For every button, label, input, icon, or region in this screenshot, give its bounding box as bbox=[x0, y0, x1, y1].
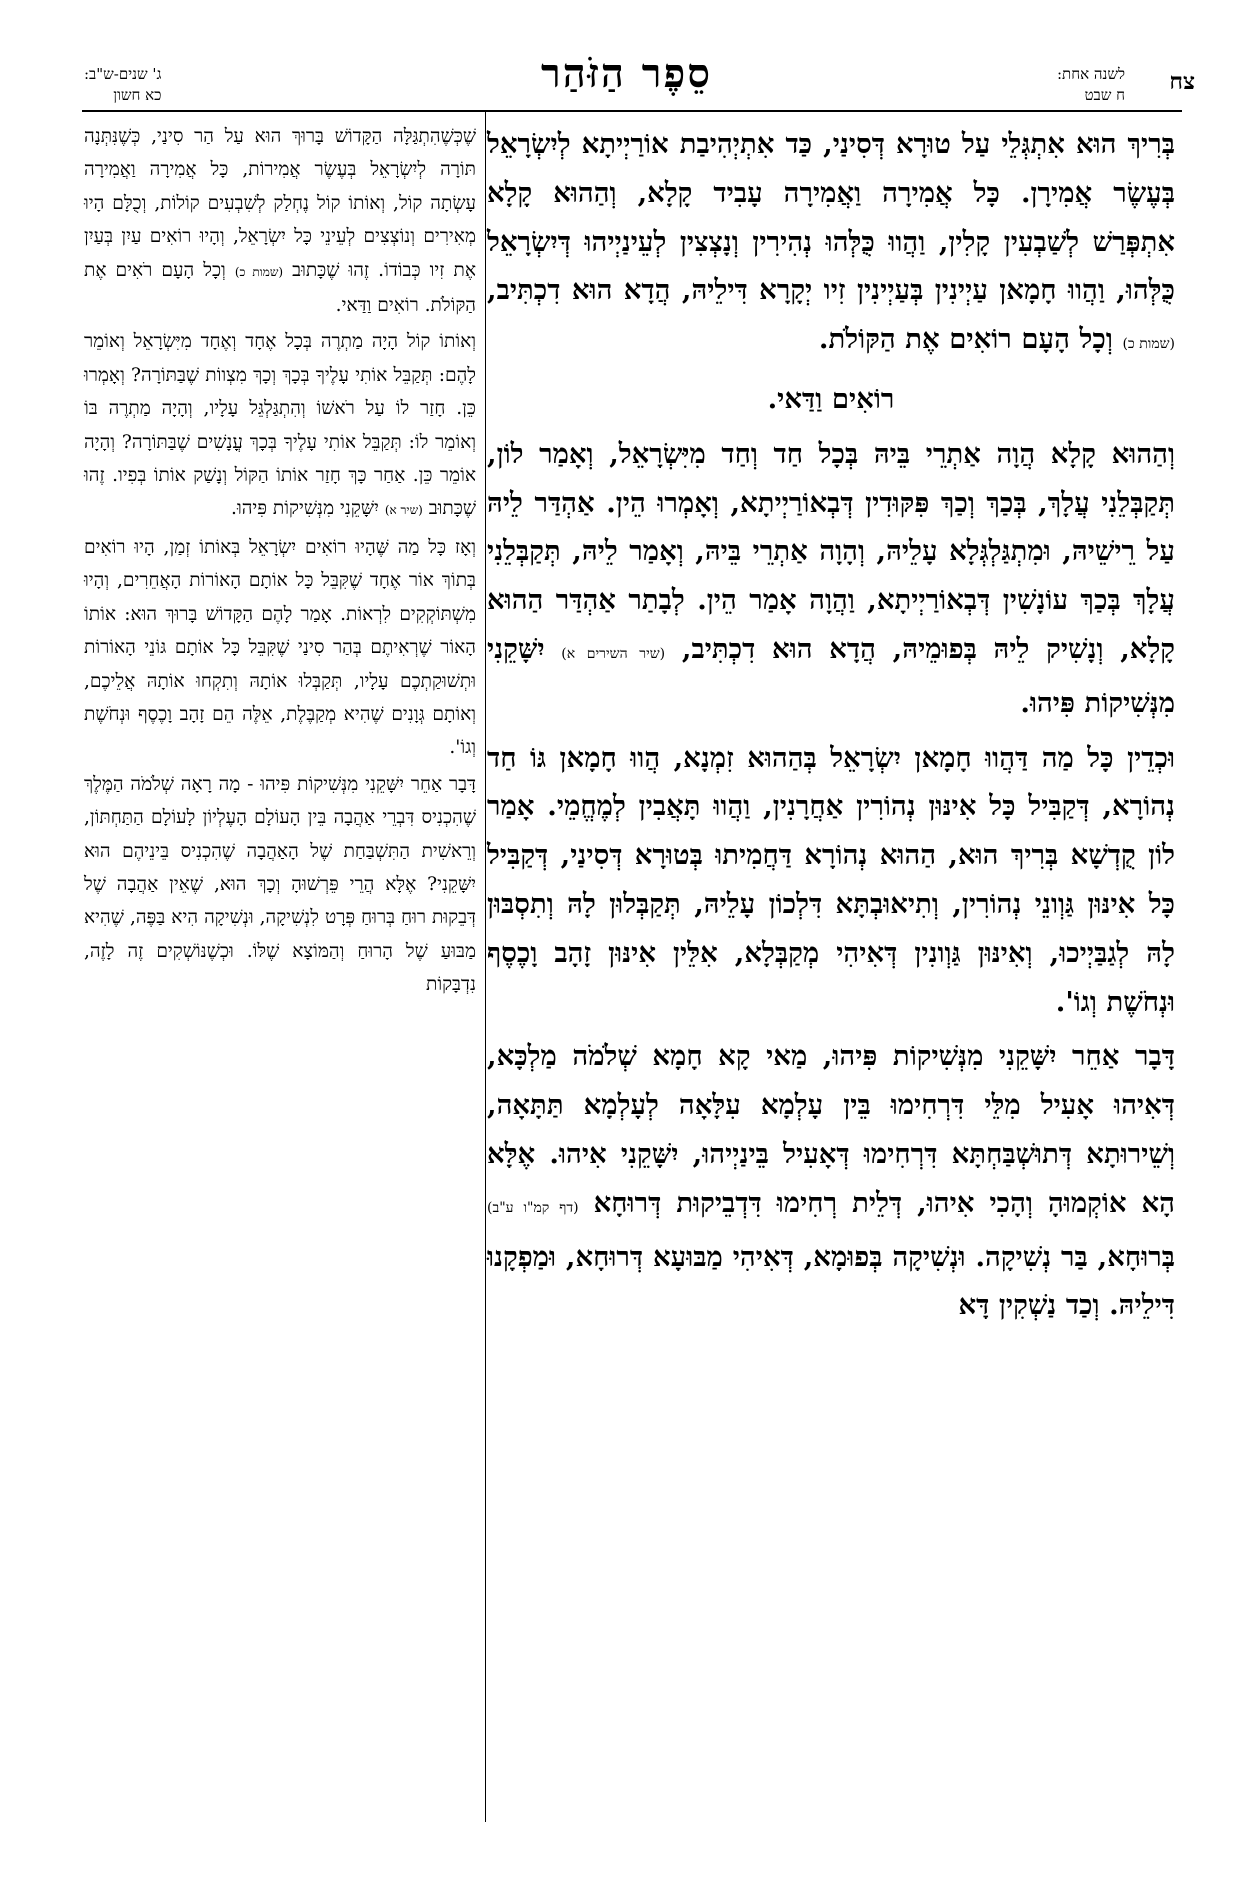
verse-citation: (שמות כ) bbox=[234, 264, 284, 279]
main-text-column bbox=[487, 120, 1175, 1336]
main-paragraph bbox=[487, 1032, 1175, 1330]
paragraph-text: דָּבָר אַחֵר יִשָּׁקֵנִי מִנְּשִׁיקוֹת פִּיהוּ - מָה רָאָה שְׁלֹמֹה הַמֶּלֶךְ שֶׁהִכְנִיס דִּבְרֵי אַהֲבָה בֵּין הָעוֹלָם הָעֶלְיוֹן לָעוֹלָם הַתַּחְתּוֹן, וְרֵאשִׁית הַתִּשְׁבַּחַת שֶׁל הָאַהֲבָה שֶׁהִכְנִיס בֵּינֵיהֶם הוּא יִשָּׁקֵנִי? אֶלָּא הֲרֵי פֵּרְשׁוּהָ וְכָךְ הוּא, שֶׁאֵין אַהֲבָה שֶׁל דְּבֵקוּת רוּחַ בְּרוּחַ פְּרָט לִנְשִׁיקָה, וּנְשִׁיקָה הִיא בַּפֶּה, שֶׁהִיא מַבּוּעַ שֶׁל הָרוּחַ וְהַמּוֹצָא שֶׁלּוֹ. וּכְשֶׁנּוֹשְׁקִים זֶה לָזֶה, נִדְבָּקוֹת bbox=[84, 773, 476, 996]
paragraph-text: בְּרִיךְ הוּא אִתְגְּלֵי עַל טוּרָא דְּסִינַי, כַּד אִתְיְהִיבַת אוֹרַיְיתָא לְיִשְׂרָאֵל בְּעֶשֶׂר אֲמִירָן. כָּל אֲמִירָה וַאֲמִירָה עָבִיד קָלָא, וְהַהוּא קָלָא אִתְפְּרַשׁ לְשַׁבְעִין קָלִין, וַהֲווּ כֻּלְּהוּ נְהִירִין וְנָצְצִין לְעֵינַיְיהוּ דְּיִשְׂרָאֵל כֻּלְּהוּ, וַהֲווּ חָמָאן עַיְינִין בְּעַיְינִין זִיו יְקָרָא דִּילֵיהּ, הֲדָא הוּא דִכְתִּיב, bbox=[487, 128, 1175, 307]
daily-study-date: ח שבט bbox=[1084, 86, 1125, 104]
verse-citation: (שיר א) bbox=[384, 503, 423, 518]
page-number: צח bbox=[1169, 68, 1195, 95]
translation-paragraph bbox=[84, 120, 476, 322]
paragraph-text: וּכְדֵין כָּל מַה דַּהֲווּ חָמָאן יִשְׂרָאֵל בְּהַהוּא זִמְנָא, הֲווּ חָמָאן גּוֹ חַד נְהוֹרָא, דְּקַבִּיל כָּל אִינּוּן נְהוֹרִין אַחֲרָנִין, וַהֲווּ תָּאֲבִין לְמֶחֱמֵי. אָמַר לוֹן קֻדְשָׁא בְּרִיךְ הוּא, הַהוּא נְהוֹרָא דַּחֲמִיתוּ בְּטוּרָא דְּסִינַי, דְּקַבִּיל כָּל אִינּוּן גַּוְונֵי נְהוֹרִין, וְתִיאוּבְתָּא דִּלְכוֹן עָלֵיהּ, תְּקַבְּלוּן לָהּ וְתִסְבּוּן לָהּ לְגַבַּיְיכוּ, וְאִינּוּן גַּוְונִין דְּאִיהִי מְקַבְּלָא, אִלֵּין אִינּוּן זָהָב וָכֶסֶף וּנְחֹשֶׁת וְגוֹ'. bbox=[487, 741, 1175, 1018]
main-paragraph bbox=[487, 734, 1175, 1027]
main-paragraph bbox=[487, 120, 1175, 369]
paragraph-text: רוֹאִים וַדַּאי. bbox=[767, 382, 895, 415]
translation-paragraph bbox=[84, 531, 476, 765]
verse-citation: (שמות כ) bbox=[1122, 336, 1175, 353]
main-paragraph bbox=[487, 375, 1175, 424]
page-title: סֵפֶר הַזֹּהַר bbox=[541, 50, 712, 97]
cycle-date: כא חשון bbox=[113, 86, 162, 104]
page-reference: (דף קמ"ו ע"ב) bbox=[487, 1199, 579, 1216]
translation-paragraph bbox=[84, 325, 476, 527]
paragraph-text: וְכָל הָעָם רוֹאִים אֶת הַקּוֹלֹת. bbox=[818, 323, 1113, 356]
paragraph-text: וְאָז כָּל מַה שֶּׁהָיוּ רוֹאִים יִשְׂרָאֵל בְּאוֹתוֹ זְמַן, הָיוּ רוֹאִים בְּתוֹךְ אוֹר אֶחָד שֶׁקִּבֵּל כָּל אוֹתָם הָאוֹרוֹת הָאֲחֵרִים, וְהָיוּ מִשְׁתּוֹקְקִים לִרְאוֹת. אָמַר לָהֶם הַקָּדוֹשׁ בָּרוּךְ הוּא: אוֹתוֹ הָאוֹר שֶׁרְאִיתֶם בְּהַר סִינַי שֶׁקִּבֵּל כָּל אוֹתָם גּוֹנֵי הָאוֹרוֹת וּתְשׁוּקַתְכֶם עָלָיו, תְּקַבְּלוּ אוֹתָהּ וְתִקְחוּ אוֹתָהּ אֲלֵיכֶם, וְאוֹתָם גְּוָנִים שֶׁהִיא מְקַבֶּלֶת, אֵלֶּה הֵם זָהָב וָכֶסֶף וּנְחֹשֶׁת וְגוֹ'. bbox=[84, 536, 476, 759]
translation-paragraph bbox=[84, 768, 476, 1002]
header-left bbox=[84, 64, 162, 106]
paragraph-text: יִשָּׁקֵנִי מִנְּשִׁיקוֹת פִּיהוּ. bbox=[487, 632, 1175, 719]
main-paragraph bbox=[487, 430, 1175, 728]
translation-column bbox=[84, 120, 476, 1005]
paragraph-text: וְהַהוּא קָלָא הֲוָה אַתְרֵי בֵּיהּ בְּכָל חַד וְחַד מִיִּשְׂרָאֵל, וְאָמַר לוֹן, תְּקַבְּלֵנִי עֲלָךְ, בְּכַךְ וְכַךְ פִּקּוּדִין דְּבְאוֹרַיְיתָא, וְאָמְרוּ הֵין. אַהְדַּר לֵיהּ עַל רֵישֵׁיהּ, וּמִתְגַּלְגְּלָא עָלֵיהּ, וְהָוָה אַתְרֵי בֵּיהּ, וְאָמַר לֵיהּ, תְּקַבְּלֵנִי עֲלָךְ בְּכַךְ עוֹנָשִׁין דְּבְאוֹרַיְיתָא, וַהֲוָה אָמַר הֵין. לְבָתַר אַהְדַּר הַהוּא קָלָא, וְנָשִׁיק לֵיהּ בְּפוּמֵיהּ, הֲדָא הוּא דִכְתִּיב, bbox=[487, 437, 1176, 665]
column-divider bbox=[485, 112, 486, 1822]
cycle-label: ג' שנים-ש"ב: bbox=[84, 65, 162, 83]
header-divider bbox=[82, 110, 1182, 112]
daily-study-label: לשנה אחת: bbox=[1057, 65, 1125, 83]
verse-citation: (שיר השירים א) bbox=[561, 645, 666, 662]
paragraph-text: שֶׁכְּשֶׁהִתְגַּלָּה הַקָּדוֹשׁ בָּרוּךְ הוּא עַל הַר סִינַי, כְּשֶׁנִּתְּנָה תּוֹרָה לְיִשְׂרָאֵל בְּעֶשֶׂר אֲמִירוֹת, כָּל אֲמִירָה וַאֲמִירָה עָשְׂתָה קוֹל, וְאוֹתוֹ קוֹל נֶחְלַק לְשִׁבְעִים קוֹלוֹת, וְכֻלָּם הָיוּ מְאִירִים וְנוֹצְצִים לְעֵינֵי כָּל יִשְׂרָאֵל, וְהָיוּ רוֹאִים עַיִן בְּעַיִן אֶת זִיו כְּבוֹדוֹ. זֶהוּ שֶׁכָּתוּב bbox=[84, 126, 476, 281]
paragraph-text: בְּרוּחָא, בַּר נְשִׁיקָה. וּנְשִׁיקָה בְּפוּמָא, דְּאִיהִי מַבּוּעָא דְּרוּחָא, וּמַפְקָנוּ דִּילֵיהּ. וְכַד נַשְׁקִין דָּא bbox=[487, 1240, 1175, 1322]
paragraph-text: וְכָל הָעָם רֹאִים אֶת הַקּוֹלֹת. רוֹאִים וַדַּאי. bbox=[84, 259, 476, 317]
paragraph-text: יִשָּׁקֵנִי מִנְּשִׁיקוֹת פִּיהוּ. bbox=[231, 498, 379, 520]
paragraph-text: וְאוֹתוֹ קוֹל הָיָה מַתְרֶה בְּכָל אֶחָד וְאֶחָד מִיִּשְׂרָאֵל וְאוֹמֵר לָהֶם: תְּקַבֵּל אוֹתִי עָלֶיךָ בְּכָךְ וְכָךְ מִצְווֹת שֶׁבַּתּוֹרָה? וְאָמְרוּ כֵּן. חָזַר לוֹ עַל רֹאשׁוֹ וְהִתְגַּלְגֵּל עָלָיו, וְהָיָה מַתְרֶה בּוֹ וְאוֹמֵר לוֹ: תְּקַבֵּל אוֹתִי עָלֶיךָ בְּכָךְ עֳנָשִׁים שֶׁבַּתּוֹרָה? וְהָיָה אוֹמֵר כֵּן. אַחַר כָּךְ חָזַר אוֹתוֹ הַקּוֹל וְנָשַׁק אוֹתוֹ בְּפִיו. זֶהוּ שֶׁכָּתוּב bbox=[84, 331, 476, 520]
paragraph-text: דָּבָר אַחֵר יִשָּׁקֵנִי מִנְּשִׁיקוֹת פִּיהוּ, מַאי קָא חָמָא שְׁלֹמֹה מַלְכָּא, דְּאִיהוּ אָעִיל מִלֵּי דִּרְחִימוּ בֵּין עָלְמָא עִלָּאָה לְעָלְמָא תַּתָּאָה, וְשֵׁירוּתָא דְּתוּשְׁבַּחְתָּא דִּרְחִימוּ דְּאָעִיל בֵּינַיְיהוּ, יִשָּׁקֵנִי אִיהוּ. אֶלָּא הָא אוֹקְמוּהָ וְהָכִי אִיהוּ, דְּלֵית רְחִימוּ דִּדְבֵיקוּת דְּרוּחָא bbox=[487, 1040, 1176, 1219]
